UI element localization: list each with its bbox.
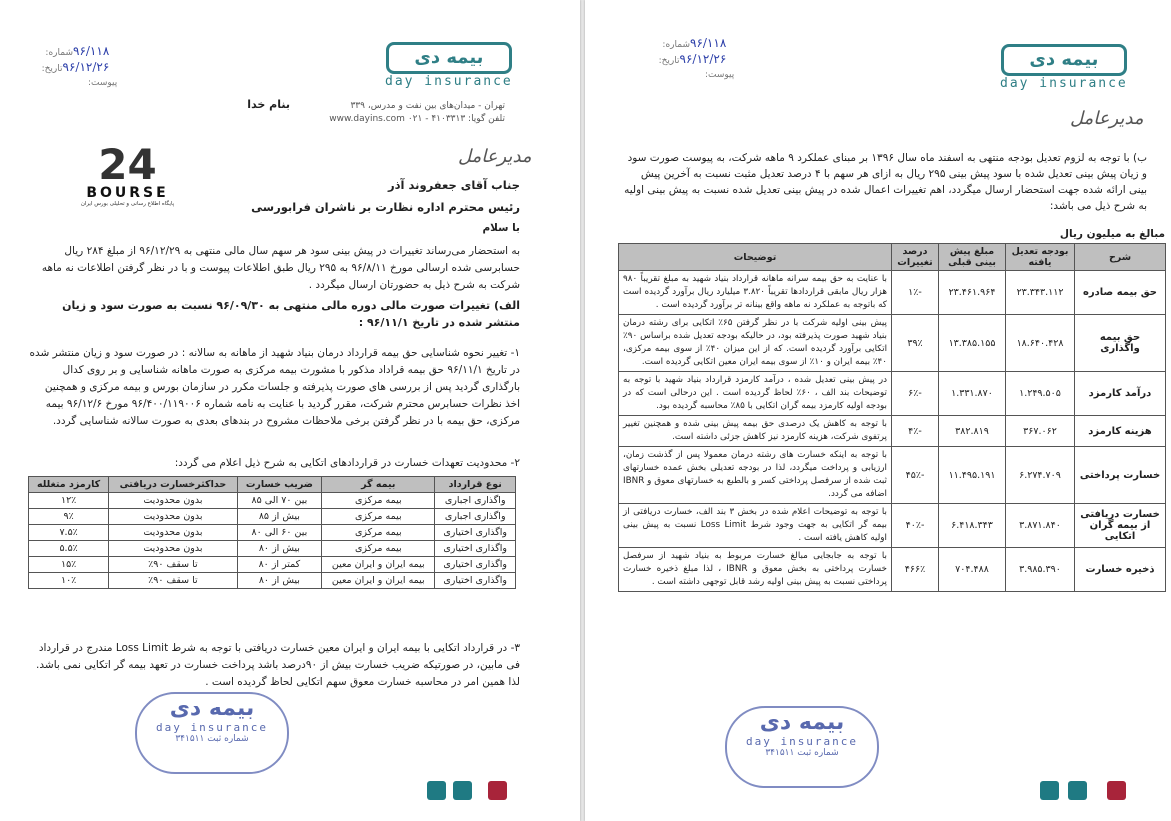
number-label: شماره: bbox=[45, 48, 73, 58]
col-header: مبلغ پیش بینی قبلی bbox=[939, 244, 1006, 271]
company-stamp bbox=[725, 706, 879, 788]
table-cell: ۶.۴۱۸.۳۴۳ bbox=[939, 504, 1006, 548]
section-a-heading: الف) تغییرات صورت مالی دوره مالی منتهی به ۹۶/۰۹/۳۰ نسبت به صورت سود و زیان منتشر شده در تاریخ ۹۶/۱۱/۱ : bbox=[62, 299, 520, 329]
col-header: شرح bbox=[1075, 244, 1166, 271]
bourse-word: BOURSE bbox=[86, 185, 169, 201]
letter-date: ۹۶/۱۲/۲۶ bbox=[679, 52, 727, 66]
item-1-paragraph: ۱- تغییر نحوه شناسایی حق بیمه قرارداد درمان بنیاد شهید از ماهانه به سالانه : در صورت سود و زیان منتشر شده در تاریخ ۹۶/۱۱/۱ حق بیمه قراداد مذکور با مشورت بیمه مرکزی به صورت ماهانه شناسایی و بر روی کدال بارگذاری گردید پس از بررسی های صورت پذیرفته و جلسات مکرر در سازمان بورس و بیمه مرکزی و همچنین اخذ نظرات حسابرس محترم شرکت، مقرر گردید با عنایت به نامه شماره ۹۶/۴۰۰/۱۱۹۰۰۶ مورخ ۹۶/۱۲/۶ بیمه مرکزی، حق بیمه با در نظر گرفتن برخی ملاحظات مشروح در بندهای بعدی به صورت سالانه شناسایی گردد. bbox=[29, 347, 520, 427]
footer-square-3 bbox=[1107, 781, 1126, 800]
attach-label: پیوست: bbox=[705, 70, 735, 80]
company-address bbox=[300, 100, 505, 126]
table-row bbox=[619, 271, 1166, 315]
table-row bbox=[619, 315, 1166, 372]
table-cell: ۷۰۴.۴۸۸ bbox=[939, 548, 1006, 592]
table-cell: ذخیره خسارت bbox=[1075, 548, 1166, 592]
table-cell: ۱۵٪ bbox=[29, 557, 109, 573]
logo-brand: day insurance bbox=[1000, 76, 1128, 91]
table-cell: بیمه مرکزی bbox=[322, 541, 435, 557]
letter-number: ۹۶/۱۱۸ bbox=[73, 44, 110, 58]
bourse-number: 24 bbox=[98, 140, 157, 189]
ceo-signature-mark: مدیرعامل bbox=[458, 146, 532, 167]
table-cell: ۲۳.۴۶۱.۹۶۴ bbox=[939, 271, 1006, 315]
table-cell: خسارت دریافتی از بیمه گران اتکایی bbox=[1075, 504, 1166, 548]
date-label: تاریخ: bbox=[658, 56, 680, 66]
table-cell: ۱.۳۳۱.۸۷۰ bbox=[939, 372, 1006, 416]
stamp-brand: day insurance bbox=[745, 735, 859, 748]
stamp-title: بیمه دی bbox=[169, 696, 255, 721]
bourse-watermark bbox=[70, 140, 185, 207]
letter-number: ۹۶/۱۱۸ bbox=[690, 36, 727, 50]
table-cell: حق بیمه صادره bbox=[1075, 271, 1166, 315]
table-cell: با توجه به کاهش یک درصدی حق بیمه پیش بینی شده و همچنین تغییر پرتفوی شرکت، هزینه کارمزد نیز کاهش جزئی داشته است. bbox=[619, 416, 892, 447]
footer-square-1 bbox=[1040, 781, 1059, 800]
footer-square-2 bbox=[453, 781, 472, 800]
logo-brand: day insurance bbox=[385, 74, 513, 89]
table-cell: ۱۲٪ bbox=[29, 493, 109, 509]
letter-page-right bbox=[585, 0, 1171, 821]
table-cell: ۲۳.۳۴۳.۱۱۲ bbox=[1006, 271, 1075, 315]
table-cell: واگذاری اجباری bbox=[435, 509, 516, 525]
table-cell: تا سقف ۹۰٪ bbox=[109, 557, 237, 573]
table-cell: بیمه مرکزی bbox=[322, 509, 435, 525]
company-stamp bbox=[135, 692, 289, 774]
unit-note: مبالغ به میلیون ریال bbox=[1059, 228, 1165, 240]
table-cell: تا سقف ۹۰٪ bbox=[109, 573, 237, 589]
table-row bbox=[29, 493, 516, 509]
address-line-1: تهران - میدان‌های بین نفت و مدرس، ۳۳۹ bbox=[350, 101, 505, 111]
stamp-brand: day insurance bbox=[155, 721, 269, 734]
table-row bbox=[29, 525, 516, 541]
table-cell: بدون محدودیت bbox=[109, 525, 237, 541]
table-cell: بیمه ایران و ایران معین bbox=[322, 573, 435, 589]
table-cell: پیش بینی اولیه شرکت با در نظر گرفتن ۶۵٪ اتکایی برای رشته درمان بنیاد شهید صورت پذیرفته بود، در حالیکه بودجه تعدیل شده براساس ۹۰٪ اتکایی برآورد گردیده است. که از این میزان ۴۰٪ از سوی بیمه مرکزی، ۴۰٪ بیمه ایران و ۱۰٪ از سوی بیمه ایران معین اتکایی گردیده است. bbox=[619, 315, 892, 372]
table-cell: ۵.۵٪ bbox=[29, 541, 109, 557]
table-row bbox=[619, 447, 1166, 504]
table-cell: واگذاری اختیاری bbox=[435, 525, 516, 541]
table-cell: خسارت پرداختی bbox=[1075, 447, 1166, 504]
table-row bbox=[29, 541, 516, 557]
table-cell: ۳۹٪ bbox=[892, 315, 939, 372]
col-header: بودجه تعدیل یافته bbox=[1006, 244, 1075, 271]
letter-page-left bbox=[0, 0, 580, 821]
table-cell: بدون محدودیت bbox=[109, 541, 237, 557]
item-2-paragraph: ۲- محدودیت تعهدات خسارت در قراردادهای اتکایی به شرح ذیل اعلام می گردد: bbox=[174, 457, 520, 469]
table-cell: -۴٪ bbox=[892, 416, 939, 447]
company-logo bbox=[1000, 44, 1128, 91]
recipient-name: جناب آقای جعفروند آذر bbox=[388, 178, 520, 192]
table-row bbox=[29, 573, 516, 589]
table-row bbox=[619, 548, 1166, 592]
table-cell: ۳۶۷.۰۶۲ bbox=[1006, 416, 1075, 447]
stamp-title: بیمه دی bbox=[759, 710, 845, 735]
col-header: بیمه گر bbox=[322, 477, 435, 493]
footer-square-3 bbox=[488, 781, 507, 800]
reinsurance-limits-table bbox=[28, 476, 516, 589]
table-cell: ۹٪ bbox=[29, 509, 109, 525]
number-label: شماره: bbox=[662, 40, 690, 50]
ceo-signature-mark: مدیرعامل bbox=[1070, 108, 1144, 129]
table-cell: -۶٪ bbox=[892, 372, 939, 416]
budget-revision-table bbox=[618, 243, 1166, 592]
table-cell: ۱۰٪ bbox=[29, 573, 109, 589]
table-cell: ۴۶۶٪ bbox=[892, 548, 939, 592]
table-cell: -۴۰٪ bbox=[892, 504, 939, 548]
table-cell: -۴۵٪ bbox=[892, 447, 939, 504]
table-cell: بین ۷۰ الی ۸۵ bbox=[237, 493, 322, 509]
table-cell: بیمه مرکزی bbox=[322, 493, 435, 509]
table-cell: هزینه کارمزد bbox=[1075, 416, 1166, 447]
table-cell: در پیش بینی تعدیل شده ، درآمد کارمزد قرارداد بنیاد شهید با توجه به توضیحات بند الف ، ۶۰٪ لحاظ گردیده است . این درحالی است که در بودجه اولیه کارمزد بیمه گران اتکایی با ۸۵٪ محاسبه گردیده بود. bbox=[619, 372, 892, 416]
intro-paragraph: به استحضار می‌رساند تغییرات در پیش بینی سود هر سهم سال مالی منتهی به ۹۶/۱۲/۲۹ از مبلغ ۲۸۴ ریال حسابرسی شده ارسالی مورخ ۹۶/۸/۱۱ به ۲۹۵ ریال طبق اطلاعات پیوست و با در نظر گرفتن اطلاعات نه ماهه شرکت به شرح ذیل به حضورتان ارسال میگردد . bbox=[41, 245, 520, 291]
table-cell: بیمه مرکزی bbox=[322, 525, 435, 541]
table-cell: با توجه به اینکه خسارت های رشته درمان معمولا پس از گذشت زمان، ارزیابی و پرداخت میگردد، لذا در بودجه تعدیلی بخش عمده خسارتهای ثبت شده از سرفصل پرداختی کسر و بالطبع به خسارتهای معوق و IBNR اضافه می گردد. bbox=[619, 447, 892, 504]
table-cell: ۳۸۲.۸۱۹ bbox=[939, 416, 1006, 447]
table-row bbox=[619, 372, 1166, 416]
letter-date: ۹۶/۱۲/۲۶ bbox=[62, 60, 110, 74]
col-header: نوع قرارداد bbox=[435, 477, 516, 493]
section-b-paragraph: ب) با توجه به لزوم تعدیل بودجه منتهی به اسفند ماه سال ۱۳۹۶ بر مبنای عملکرد ۹ ماهه شرکت، به پیوست صورت سود و زیان پیش بینی تعدیل شده با سود پیش بینی ۲۹۵ ریال به ازای هر سهم با ۴ درصد تعدیل مثبت نسبت به آخرین پیش بینی ارائه شده جهت استحضار ارسال میگردد، اهم تغییرات اعمال شده در پیش بینی تعدیل شده نسبت به پیش بینی اولیه به شرح ذیل می باشد: bbox=[624, 152, 1147, 212]
table-cell: ۱۳.۳۸۵.۱۵۵ bbox=[939, 315, 1006, 372]
table-cell: ۶.۲۷۴.۷۰۹ bbox=[1006, 447, 1075, 504]
table-cell: با توجه به توضیحات اعلام شده در بخش ۳ بند الف، خسارت دریافتی از بیمه گر اتکایی به جهت وجود شرط Loss Limit نسبت به پیش بینی اولیه کاهش یافته است . bbox=[619, 504, 892, 548]
col-header: حداکثرخسارت دریافتی bbox=[109, 477, 237, 493]
table-row bbox=[29, 557, 516, 573]
letter-meta bbox=[28, 44, 117, 90]
table-header-row bbox=[619, 244, 1166, 271]
table-cell: ۱.۲۴۹.۵۰۵ bbox=[1006, 372, 1075, 416]
table-cell: ۳.۹۸۵.۳۹۰ bbox=[1006, 548, 1075, 592]
table-cell: بیش از ۸۵ bbox=[237, 509, 322, 525]
footer-square-2 bbox=[1068, 781, 1087, 800]
table-cell: با عنایت به حق بیمه سرانه ماهانه قرارداد بنیاد شهید به مبلغ تقریباً ۹۸۰ هزار ریال مابقی قراردادها تقریباً ۳.۸۲۰ میلیارد ریال برآورد گردیده است که باتوجه به عملکرد نه ماهه واقع بینانه تر برآورد گردیده است . bbox=[619, 271, 892, 315]
date-label: تاریخ: bbox=[41, 64, 63, 74]
bourse-sub: پایگاه اطلاع رسانی و تحلیلی بورس ایران bbox=[80, 201, 175, 207]
company-logo bbox=[385, 42, 513, 89]
letter-meta bbox=[645, 36, 734, 82]
table-cell: واگذاری اجباری bbox=[435, 493, 516, 509]
table-row bbox=[619, 416, 1166, 447]
recipient-title: رئیس محترم اداره نظارت بر ناشران فرابورسی bbox=[251, 200, 520, 214]
col-header: کارمزد متغلله bbox=[29, 477, 109, 493]
table-cell: بین ۶۰ الی ۸۰ bbox=[237, 525, 322, 541]
table-cell: ۳.۸۷۱.۸۴۰ bbox=[1006, 504, 1075, 548]
table-cell: -۱٪ bbox=[892, 271, 939, 315]
table-cell: ۷.۵٪ bbox=[29, 525, 109, 541]
item-3-paragraph: ۳- در قرارداد اتکایی با بیمه ایران و ایران معین خسارت دریافتی با توجه به شرط Loss Limit مندرج در قرارداد فی مابین، در صورتیکه ضریب خسارت بیش از ۹۰درصد باشد پرداخت خسارت در تعهد بیمه گر اتکایی نمی باشد. لذا همین امر در محاسبه خسارت معوق سهم اتکایی لحاظ گردیده است . bbox=[36, 642, 520, 688]
table-cell: بیمه ایران و ایران معین bbox=[322, 557, 435, 573]
footer-square-1 bbox=[427, 781, 446, 800]
table-cell: بدون محدودیت bbox=[109, 509, 237, 525]
table-cell: درآمد کارمزد bbox=[1075, 372, 1166, 416]
table-cell: با توجه به جابجایی مبالغ خسارت مربوط به بنیاد شهید از سرفصل خسارت پرداختی به بخش معوق و IBNR ، لذا مبلغ ذخیره خسارت پرداختی نسبت به پیش بینی اولیه رشد قابل توجهی داشته است . bbox=[619, 548, 892, 592]
table-cell: بدون محدودیت bbox=[109, 493, 237, 509]
logo-mark: بیمه دی bbox=[1001, 44, 1127, 76]
table-cell: واگذاری اختیاری bbox=[435, 557, 516, 573]
table-cell: واگذاری اختیاری bbox=[435, 573, 516, 589]
table-cell: ۱۸.۶۴۰.۴۲۸ bbox=[1006, 315, 1075, 372]
table-cell: ۱۱.۴۹۵.۱۹۱ bbox=[939, 447, 1006, 504]
col-header: ضریب خسارت bbox=[237, 477, 322, 493]
table-header-row bbox=[29, 477, 516, 493]
greeting: با سلام bbox=[482, 222, 520, 234]
table-cell: بیش از ۸۰ bbox=[237, 541, 322, 557]
table-row bbox=[619, 504, 1166, 548]
address-line-2: تلفن گویا: ۴۱۰۳۳۱۳ - ۰۲۱ www.dayins.com bbox=[329, 114, 505, 124]
col-header: توضیحات bbox=[619, 244, 892, 271]
table-cell: کمتر از ۸۰ bbox=[237, 557, 322, 573]
attach-label: پیوست: bbox=[88, 78, 118, 88]
table-row bbox=[29, 509, 516, 525]
table-cell: بیش از ۸۰ bbox=[237, 573, 322, 589]
table-cell: واگذاری اختیاری bbox=[435, 541, 516, 557]
col-header: درصد تغییرات bbox=[892, 244, 939, 271]
logo-mark: بیمه دی bbox=[386, 42, 512, 74]
bismillah: بنام خدا bbox=[247, 98, 290, 111]
table-cell: حق بیمه واگذاری bbox=[1075, 315, 1166, 372]
stamp-reg: شماره ثبت ۳۴۱۵۱۱ bbox=[175, 734, 249, 744]
stamp-reg: شماره ثبت ۳۴۱۵۱۱ bbox=[765, 748, 839, 758]
